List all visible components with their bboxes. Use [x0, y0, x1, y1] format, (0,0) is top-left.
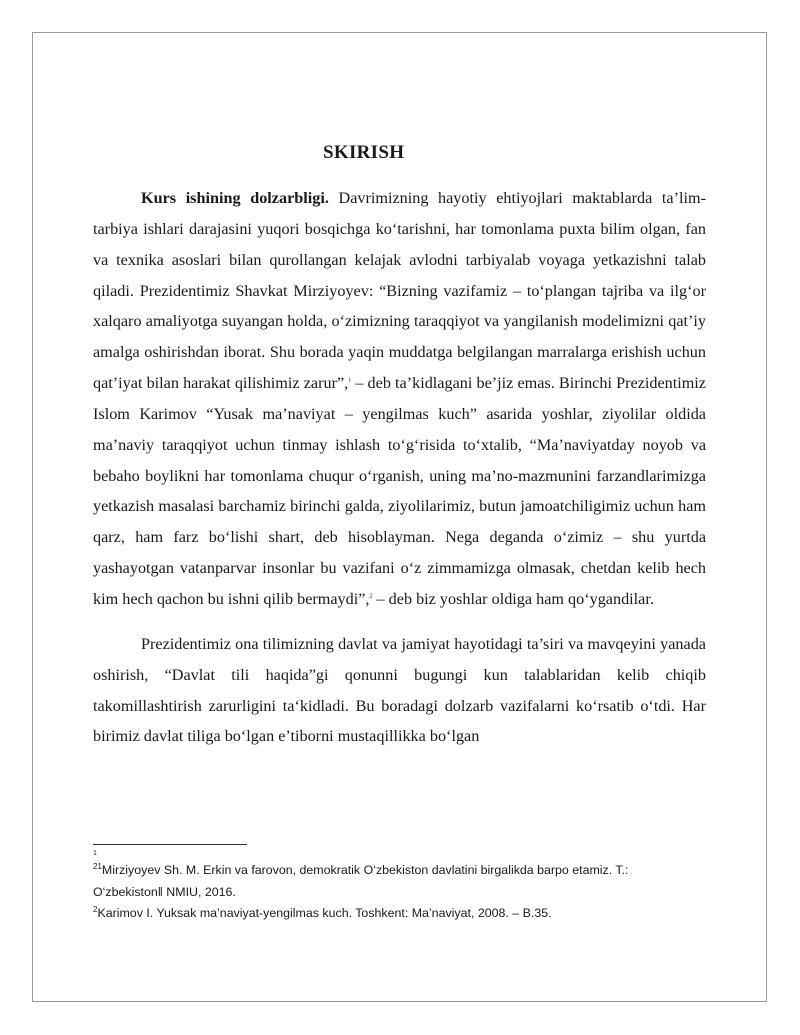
footnote-ref-2[interactable]: 2	[369, 593, 373, 600]
footnote-1-mark: 21	[93, 861, 102, 871]
document-body	[93, 183, 706, 752]
paragraph-1-text-c: – deb biz yoshlar oldiga ham qo‘ygandilar.	[372, 589, 654, 608]
footnote-1-continuation: O‘zbekiston‖ NMIU, 2016.	[93, 884, 236, 899]
paragraph-1-text-a: Davrimizning hayotiy ehtiyojlari maktablarda ta’lim-tarbiya ishlari darajasini yuqori bosqichga ko‘tarishni, har tomonlama puxta bilim olgan, fan va texnika asoslari bilan qurollangan kelajak avlodni tarbiyalab voyaga yetkazishni talab qiladi. Prezidentimiz Shavkat Mirziyoyev: “Bizning vazifamiz – to‘plangan tajriba va ilg‘or xalqaro amaliyotga suyangan holda, o‘zimizning taraqqiyot va yangilanish modelimizni qat’iy amalga oshirishdan iborat. Shu borada yaqin muddatga belgilangan marralarga erishish uchun qat’iyat bilan harakat qilishimiz zarur”,	[93, 189, 706, 393]
lead-bold-text: Kurs ishining dolzarbligi.	[141, 189, 329, 207]
footnote-2-line: Karimov I. Yuksak ma’naviyat-yengilmas kuch. Toshkent: Ma’naviyat, 2008. – B.35.	[97, 906, 552, 920]
footnote-1	[93, 860, 693, 882]
heading-text: SKIRISH	[323, 142, 405, 163]
footnote-separator	[93, 844, 247, 845]
footnote-1-line-1: Mirziyoyev Sh. M. Erkin va farovon, demokratik O‘zbekiston davlatini birgalikda barpo etamiz. T.:	[101, 863, 629, 877]
footnote-marker: 1	[93, 850, 97, 857]
footnote-2	[93, 903, 693, 925]
paragraph-2	[93, 629, 706, 752]
paragraph-2-text: Prezidentimiz ona tilimizning davlat va jamiyat hayotidagi ta’siri va mavqeyini yanada oshirish, “Davlat tili haqida”gi qonunni bugungi kun talablaridan kelib chiqib takomillashtirish zarurligini ta‘kidladi. Bu boradagi dolzarb vazifalarni ko‘rsatib o‘tdi. Har birimiz davlat tiliga bo‘lgan e’tiborni mustaqillikka bo‘lgan	[93, 634, 706, 746]
footnotes	[93, 848, 693, 925]
footnote-2-mark: 2	[93, 904, 98, 914]
paragraph-1	[93, 183, 706, 615]
footnote-ref-1[interactable]: 1	[348, 377, 352, 384]
paragraph-1-text-b: – deb ta’kidlagani be’jiz emas. Birinchi Prezidentimiz Islom Karimov “Yusak ma’naviyat – yengilmas kuch” asarida yoshlar, ziyolilar oldida ma’naviy taraqqiyot uchun tinmay ishlash to‘g‘risida to‘xtalib, “Ma’naviyatday noyob va bebaho boylikni har tomonlama chuqur o‘rganish, uning ma’no-mazmunini farzandlarimizga yetkazish masalasi barchamiz birinchi galda, ziyolilarimiz, butun jamoatchiligimiz uchun ham qarz, ham farz bo‘lishi shart, deb hisoblayman. Nega deganda o‘zimiz – shu yurtda yashayotgan vatanparvar insonlar bu vazifani o‘z zimmamizga olmasak, chetdan kelib hech kim hech qachon bu ishni qilib bermaydi”,	[93, 374, 706, 608]
